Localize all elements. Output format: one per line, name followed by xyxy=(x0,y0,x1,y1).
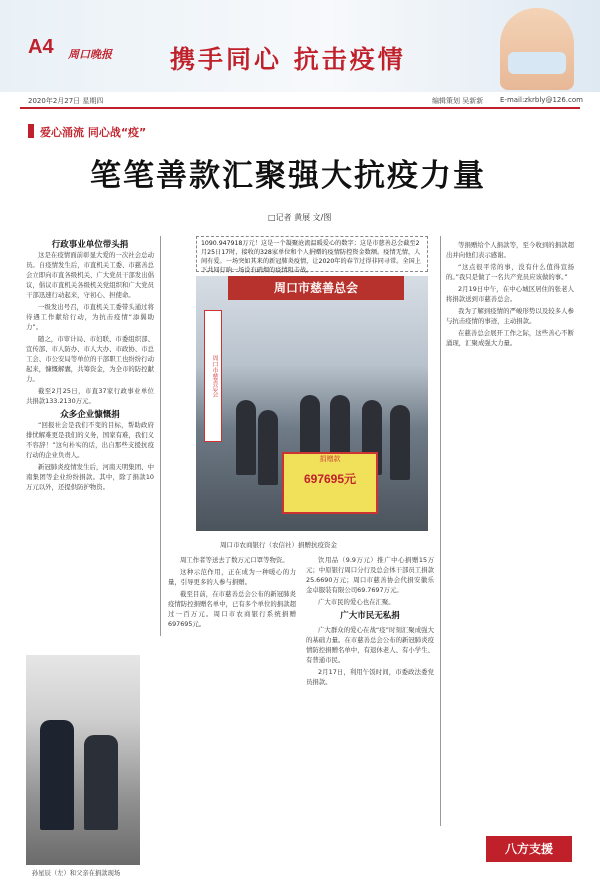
person-figure xyxy=(390,405,410,480)
paragraph: 一级发出号召，市直机关工委带头通过将待遇工作献给行动，为抗击疫情“添翼助力”。 xyxy=(26,303,154,331)
face-mask-icon xyxy=(508,52,566,74)
paragraph: 随之，市审计局、市妇联、市委组织部、宣传部、市人防办、市人大办、市政协、市总工会、市公安局等单位的干部职工也纷纷行动起来，慷慨解囊，共筹资金，为全市的防控献力。 xyxy=(26,335,154,383)
paragraph: 2月17日，利用午饭时间，市委政法委党员捐款。 xyxy=(306,668,434,686)
slogan: 携手同心 抗击疫情 xyxy=(170,45,406,74)
dateline: 2020年2月27日 星期四 xyxy=(28,97,104,105)
paragraph: 2月19日中午，在中心城区居住的张老人将捐款送到市慈善总会。 xyxy=(446,285,574,303)
photo-caption: 周口市农商银行（农信社）捐赠抗疫资金 xyxy=(220,541,337,549)
check-amount: 697695元 xyxy=(303,472,357,486)
paragraph: 新冠肺炎疫情发生后，河南天明集团、中南集团等企业纷纷捐款。其中，除了捐款10万元以外，还提供防护物资。 xyxy=(26,463,154,491)
section-heading: 广大市民无私捐 xyxy=(340,611,400,621)
person-figure xyxy=(258,410,278,485)
paragraph: 周工作者等送去了数万元口罩等物资。 xyxy=(180,556,289,564)
headline: 笔笔善款汇聚强大抗疫力量 xyxy=(90,158,486,194)
paper-name: 周口晚报 xyxy=(68,48,112,61)
photo-caption: 孙星辰（左）和父亲在捐款现场 xyxy=(32,870,121,877)
column-1 xyxy=(26,240,154,494)
column-2 xyxy=(168,555,296,631)
donation-check xyxy=(282,452,378,514)
paragraph: 截至目前，在市慈善总会公布的新冠肺炎疫情防控捐赠名单中，已有多个单位的捐款超过一百万元。周口市农商银行系统捐赠697695元。 xyxy=(168,590,296,628)
column-4 xyxy=(446,240,574,350)
section-tag: 八方支援 xyxy=(486,836,572,862)
paragraph: 等捐赠给个人捐款等，至今收到的捐款超出并向他们表示感谢。 xyxy=(446,241,574,259)
paragraph: 广大群众的爱心在战“疫”时刻汇聚成强大的基础力量。在市慈善总会公布的新冠肺炎疫情防控捐赠名单中，有退休老人、有小学生、有普通市民。 xyxy=(306,626,434,664)
photo-banner: 周口市慈善总会 xyxy=(228,276,404,300)
column-divider xyxy=(160,236,161,636)
page-code: A4 xyxy=(28,36,54,58)
masked-person-image xyxy=(500,8,574,90)
paragraph: 截至2月25日，市直37家行政事业单位共捐款133.2130万元。 xyxy=(26,387,154,405)
editor-credit: 编辑策划 吴新新 xyxy=(432,97,484,105)
paragraph: 广大市民的爱心也在汇聚。 xyxy=(318,598,395,606)
paragraph: 这是在疫情面前彰显大爱的一次社会总动员。自疫情发生后，市直机关工委、市慈善总会立即向市直各级机关、广大党员干部发出倡议，倡议市直机关各级机关党组织和广大党员干部迅速行动起来，守初心、担使命。 xyxy=(26,251,154,299)
paragraph: 这种示范作用，正在成为一种暖心的力量，引导更多的人参与捐赠。 xyxy=(168,568,296,586)
lead-box-text: 1090.947918万元！这是一个凝聚沧流温暖爱心的数字；这是市慈善总会截至2月25日17时，接收的328家单位和个人捐赠的疫情防控资金数额。疫情无情，人间有爱。一场突如其来的新冠肺炎疫情，让2020年的春节过得非同寻常。全国上下共同打响一场没有硝烟的疫情阻击战。 xyxy=(201,240,421,274)
kicker-bar xyxy=(28,124,34,138)
paragraph: “这点很平常的事，没有什么值得宣扬的。”我只是做了一名共产党员应该做的事。” xyxy=(446,263,574,281)
email-credit: E-mail:zkrbly@126.com xyxy=(500,96,583,104)
person-figure xyxy=(236,400,256,475)
check-label: 捐赠款 xyxy=(319,455,341,463)
column-divider xyxy=(440,236,441,826)
photo-board: 周口市慈善总会 xyxy=(204,310,222,442)
paragraph: 在慈善总会展开工作之际，这些善心不断涌现，汇聚成强大力量。 xyxy=(446,329,574,347)
lead-box xyxy=(196,236,428,272)
paragraph: 饮用品（9.9万元）推广中心捐赠15万元；中原银行周口分行及总会体干部员工捐款25.6690万元；周口市慈善协会代捐安徽乐金卓服装有限公司69.7697万元。 xyxy=(306,556,434,594)
section-heading: 众多企业慷慨捐 xyxy=(60,410,120,420)
column-3 xyxy=(306,555,434,689)
kicker: 爱心涌流 同心战“疫” xyxy=(40,126,147,139)
person-figure xyxy=(40,720,74,830)
paragraph: 我为了解到疫情的严峻形势以及较多人参与抗击疫情的事迹，主动捐款。 xyxy=(446,307,574,325)
person-figure xyxy=(84,735,118,830)
byline: □记者 黄展 文/图 xyxy=(268,213,332,222)
section-heading: 行政事业单位带头捐 xyxy=(51,240,129,250)
header-rule xyxy=(20,107,580,109)
paragraph: “回报社会是我们不变的目标，帮助政府排忧解难更是我们的义务，国家有难，我们义不容辞！”这句朴实的话，出自那些支援抗疫行动的企业负责人。 xyxy=(26,421,154,459)
